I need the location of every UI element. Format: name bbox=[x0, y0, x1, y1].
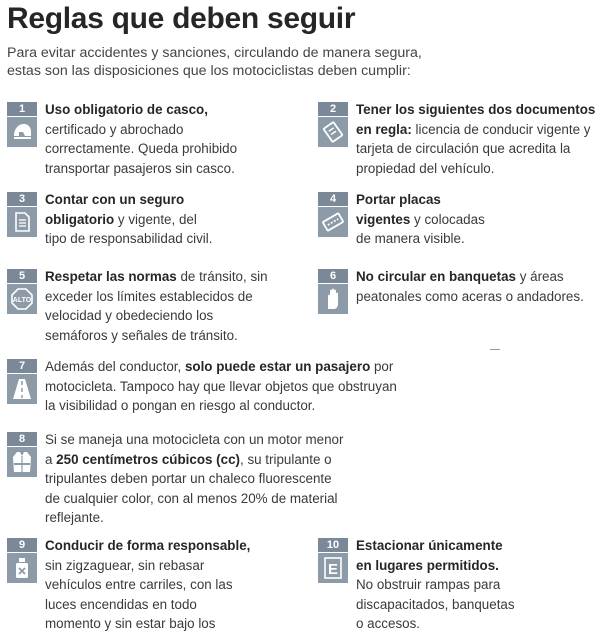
helmet-icon bbox=[7, 117, 37, 147]
rule-number: 6 bbox=[318, 269, 348, 283]
rule-line: Si se maneja una motocicleta con un motor menor bbox=[45, 432, 344, 447]
rule-number: 4 bbox=[318, 192, 348, 206]
document-card-icon bbox=[318, 117, 348, 147]
rule-badge bbox=[318, 102, 348, 147]
rule-badge bbox=[318, 538, 348, 583]
intro-line: estas son las disposiciones que los motociclistas deben cumplir: bbox=[7, 63, 411, 79]
rule-number: 8 bbox=[7, 432, 37, 446]
page-title: Reglas que deben seguir bbox=[7, 2, 356, 35]
rule-line: transportar pasajeros sin casco. bbox=[45, 160, 235, 176]
rule-badge bbox=[7, 538, 37, 583]
rule-badge bbox=[7, 359, 37, 404]
rule-line: de manera visible. bbox=[356, 231, 465, 246]
rule-line: de cualquier color, con al menos 20% de material bbox=[45, 490, 338, 506]
rule-text bbox=[356, 100, 595, 178]
rule-badge bbox=[318, 192, 348, 237]
rule-line: tarjeta de circulación que acredita la bbox=[356, 141, 571, 156]
rule-badge bbox=[7, 102, 37, 147]
rule-number: 9 bbox=[7, 538, 37, 552]
svg-text:ALTO: ALTO bbox=[12, 297, 32, 304]
rule-line: Estacionar únicamente bbox=[356, 538, 503, 553]
rule-text bbox=[45, 536, 250, 634]
safety-vest-icon bbox=[7, 447, 37, 477]
rule-line: a 250 centímetros cúbicos (cc), su tripulante o bbox=[45, 451, 332, 467]
rule-text bbox=[45, 190, 212, 249]
rule-number: 5 bbox=[7, 269, 37, 283]
parking-e-icon bbox=[318, 553, 348, 583]
rule-line: vehículos entre carriles, con las bbox=[45, 577, 233, 592]
policy-document-icon bbox=[7, 207, 37, 237]
rule-line: Uso obligatorio de casco, bbox=[45, 102, 208, 117]
rule-badge bbox=[7, 432, 37, 477]
rule-line: luces encendidas en todo bbox=[45, 596, 197, 612]
rule-line: certificado y abrochado bbox=[45, 121, 184, 137]
rule-number: 2 bbox=[318, 102, 348, 116]
rule-number: 10 bbox=[318, 538, 348, 552]
rule-line: discapacitados, banquetas bbox=[356, 596, 515, 612]
rule-line: exceder los límites establecidos de bbox=[45, 288, 253, 304]
rule-line: No circular en banquetas y áreas bbox=[356, 269, 564, 284]
rule-text bbox=[356, 267, 584, 306]
hand-stop-icon bbox=[318, 284, 348, 314]
rule-line: motocicleta. Tampoco hay que llevar objetos que obstruyan bbox=[45, 378, 397, 394]
rule-4 bbox=[318, 190, 600, 249]
rule-1 bbox=[7, 100, 297, 178]
intro-text bbox=[7, 44, 587, 80]
rule-text bbox=[45, 267, 268, 345]
rule-line: velocidad y obedeciendo los bbox=[45, 308, 214, 323]
rule-line: sin zigzaguear, sin rebasar bbox=[45, 557, 205, 573]
rule-line: Portar placas bbox=[356, 192, 441, 207]
rule-line: momento y sin estar bajo los bbox=[45, 616, 216, 631]
rule-number: 3 bbox=[7, 192, 37, 206]
license-plate-icon bbox=[318, 207, 348, 237]
rule-line: en regla: licencia de conducir vigente y bbox=[356, 121, 591, 137]
rule-line: No obstruir rampas para bbox=[356, 577, 501, 592]
rule-badge bbox=[7, 269, 37, 314]
rule-10 bbox=[318, 536, 600, 634]
rule-line: la visibilidad o pongan en riesgo al conductor. bbox=[45, 398, 316, 413]
bottle-icon bbox=[7, 553, 37, 583]
rule-line: Respetar las normas de tránsito, sin bbox=[45, 269, 268, 284]
intro-line: Para evitar accidentes y sanciones, circulando de manera segura, bbox=[7, 45, 422, 61]
rule-badge bbox=[318, 269, 348, 314]
rule-8 bbox=[7, 430, 587, 528]
stop-sign-icon bbox=[7, 284, 37, 314]
rule-line: Conducir de forma responsable, bbox=[45, 538, 251, 553]
rule-line: o accesos. bbox=[356, 616, 421, 631]
rule-text bbox=[45, 100, 237, 178]
rule-line: tipo de responsabilidad civil. bbox=[45, 231, 213, 246]
rule-text bbox=[356, 536, 515, 634]
rule-line: tripulantes deben portar un chaleco fluorescente bbox=[45, 471, 332, 486]
rule-2 bbox=[318, 100, 600, 178]
rule-5 bbox=[7, 267, 307, 345]
rule-line: reflejante. bbox=[45, 510, 104, 525]
rule-6 bbox=[318, 267, 600, 314]
rule-line: semáforos y señales de tránsito. bbox=[45, 327, 238, 343]
rule-line: obligatorio y vigente, del bbox=[45, 211, 197, 227]
rule-number: 1 bbox=[7, 102, 37, 116]
rule-line: Contar con un seguro bbox=[45, 192, 185, 207]
rule-7 bbox=[7, 357, 587, 416]
rule-line: propiedad del vehículo. bbox=[356, 160, 495, 176]
rule-badge bbox=[7, 192, 37, 237]
rule-text bbox=[356, 190, 485, 249]
rule-9 bbox=[7, 536, 297, 634]
rule-line: vigentes y colocadas bbox=[356, 211, 485, 227]
rule-line: en lugares permitidos. bbox=[356, 557, 499, 573]
svg-text:E: E bbox=[327, 561, 339, 578]
rule-line: peatonales como aceras o andadores. bbox=[356, 288, 584, 304]
rule-line: Tener los siguientes dos documentos bbox=[356, 102, 596, 117]
rule-line: Además del conductor, solo puede estar un pasajero por bbox=[45, 359, 394, 374]
rule-3 bbox=[7, 190, 297, 249]
rule-text bbox=[45, 357, 397, 416]
divider-mark bbox=[490, 349, 500, 350]
rule-text bbox=[45, 430, 343, 528]
rule-number: 7 bbox=[7, 359, 37, 373]
road-icon bbox=[7, 374, 37, 404]
rule-line: correctamente. Queda prohibido bbox=[45, 141, 238, 156]
